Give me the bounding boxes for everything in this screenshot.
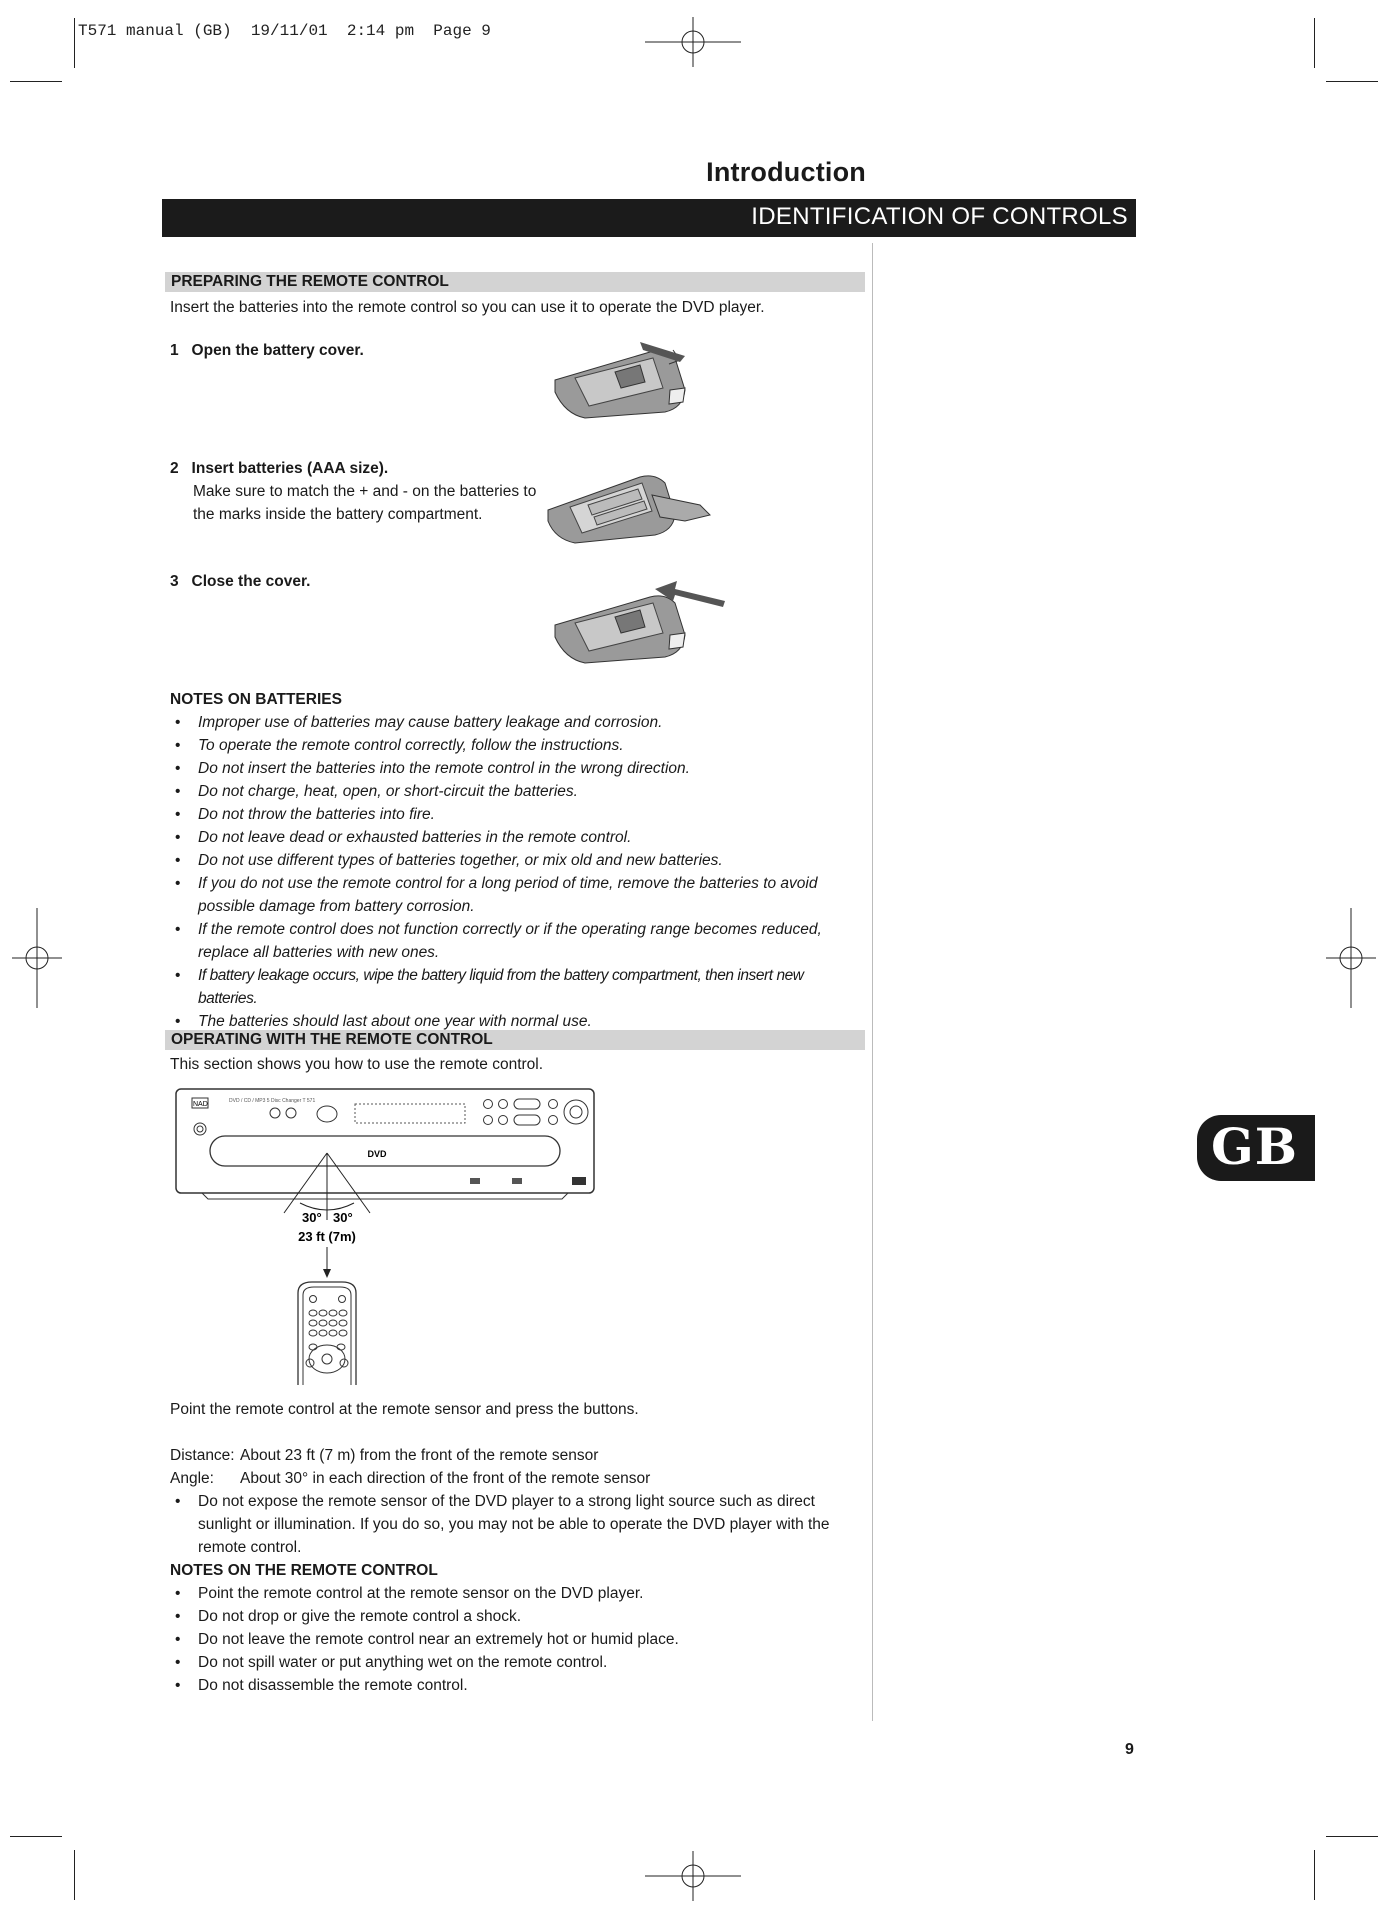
list-item: • Do not leave the remote control near an extremely hot or humid place. [170, 1628, 858, 1651]
section-title: Introduction [706, 157, 866, 187]
step-desc-line2: the marks inside the battery compartment. [193, 506, 483, 523]
list-item: • If battery leakage occurs, wipe the battery liquid from the battery compartment, then insert new batteries. [170, 964, 860, 1010]
list-item: • Do not leave dead or exhausted batteries in the remote control. [170, 826, 860, 849]
list-item: • Do not throw the batteries into fire. [170, 803, 860, 826]
list-item: • If the remote control does not function correctly or if the operating range becomes reduced, replace all batteries with new ones. [170, 918, 860, 964]
preparing-intro: Insert the batteries into the remote control so you can use it to operate the DVD player. [170, 299, 765, 316]
angle-spec [170, 1467, 650, 1490]
banner-title: IDENTIFICATION OF CONTROLS [751, 203, 1128, 230]
remote-notes-section [170, 1559, 858, 1697]
step-2 [170, 457, 536, 526]
list-item: • Point the remote control at the remote sensor on the DVD player. [170, 1582, 858, 1605]
remote-close-cover-illustration [545, 575, 730, 670]
list-item: • To operate the remote control correctly, follow the instructions. [170, 734, 860, 757]
language-tab [1197, 1115, 1315, 1181]
step-title: Insert batteries (AAA size). [191, 460, 389, 477]
angle-left-label: 30° [302, 1210, 322, 1225]
operating-heading: OPERATING WITH THE REMOTE CONTROL [165, 1030, 865, 1050]
list-item: • Do not disassemble the remote control. [170, 1674, 858, 1697]
remote-range-diagram [172, 1085, 600, 1385]
registration-mark-top [643, 17, 743, 67]
battery-notes-list [170, 711, 860, 1033]
angle-spec-label: Angle: [170, 1470, 214, 1487]
preparing-heading: PREPARING THE REMOTE CONTROL [165, 272, 865, 292]
remote-insert-batteries-illustration [540, 455, 720, 550]
list-item: • Do not drop or give the remote control a shock. [170, 1605, 858, 1628]
list-item: • Do not spill water or put anything wet on the remote control. [170, 1651, 858, 1674]
list-item: • Improper use of batteries may cause battery leakage and corrosion. [170, 711, 860, 734]
brand-logo: NAD [193, 1101, 208, 1108]
distance-spec [170, 1444, 650, 1467]
step-desc-line1: Make sure to match the + and - on the batteries to [193, 483, 537, 500]
step-title: Open the battery cover. [191, 342, 364, 359]
print-slug: T571 manual (GB) 19/11/01 2:14 pm Page 9 [78, 22, 491, 40]
list-item: • The batteries should last about one year with normal use. [170, 1010, 860, 1033]
column-divider [872, 243, 873, 1721]
battery-notes-heading: NOTES ON BATTERIES [170, 691, 342, 708]
step-number: 3 [170, 573, 179, 590]
registration-mark-right [1326, 908, 1376, 1008]
language-tab-label: GB [1211, 1117, 1298, 1176]
step-number: 2 [170, 460, 179, 477]
list-item: • Do not insert the batteries into the remote control in the wrong direction. [170, 757, 860, 780]
point-instruction: Point the remote control at the remote sensor and press the buttons. [170, 1401, 639, 1418]
remote-control-drawing [298, 1282, 356, 1385]
distance-label: 23 ft (7m) [298, 1229, 356, 1244]
battery-notes-section [170, 688, 858, 1033]
angle-right-label: 30° [333, 1210, 353, 1225]
dvd-player-front [176, 1089, 594, 1193]
operating-intro: This section shows you how to use the remote control. [170, 1056, 544, 1073]
remote-notes-list [170, 1582, 858, 1697]
step-1 [170, 342, 364, 360]
remote-open-cover-illustration [545, 330, 705, 425]
remote-notes-heading: NOTES ON THE REMOTE CONTROL [170, 1562, 438, 1579]
list-item: • Do not charge, heat, open, or short-circuit the batteries. [170, 780, 860, 803]
dvd-logo: DVD [367, 1149, 387, 1159]
step-number: 1 [170, 342, 179, 359]
list-item: • Do not use different types of batteries together, or mix old and new batteries. [170, 849, 860, 872]
range-specs [170, 1444, 650, 1490]
step-3 [170, 573, 310, 591]
light-warning-list [170, 1490, 860, 1559]
page-number: 9 [1125, 1741, 1134, 1758]
section-banner [162, 199, 1136, 237]
registration-mark-left [12, 908, 62, 1008]
distance-spec-value: About 23 ft (7 m) from the front of the remote sensor [240, 1447, 599, 1464]
distance-spec-label: Distance: [170, 1447, 235, 1464]
step-title: Close the cover. [191, 573, 311, 590]
list-item: • Do not expose the remote sensor of the DVD player to a strong light source such as direct sunlight or illumination. If you do so, you may not be able to operate the DVD player with the remote control. [170, 1490, 860, 1559]
list-item: • If you do not use the remote control for a long period of time, remove the batteries to avoid possible damage from battery corrosion. [170, 872, 860, 918]
model-label: DVD / CD / MP3 5 Disc Changer T 571 [229, 1098, 316, 1104]
angle-spec-value: About 30° in each direction of the front of the remote sensor [240, 1470, 651, 1487]
registration-mark-bottom [643, 1851, 743, 1901]
